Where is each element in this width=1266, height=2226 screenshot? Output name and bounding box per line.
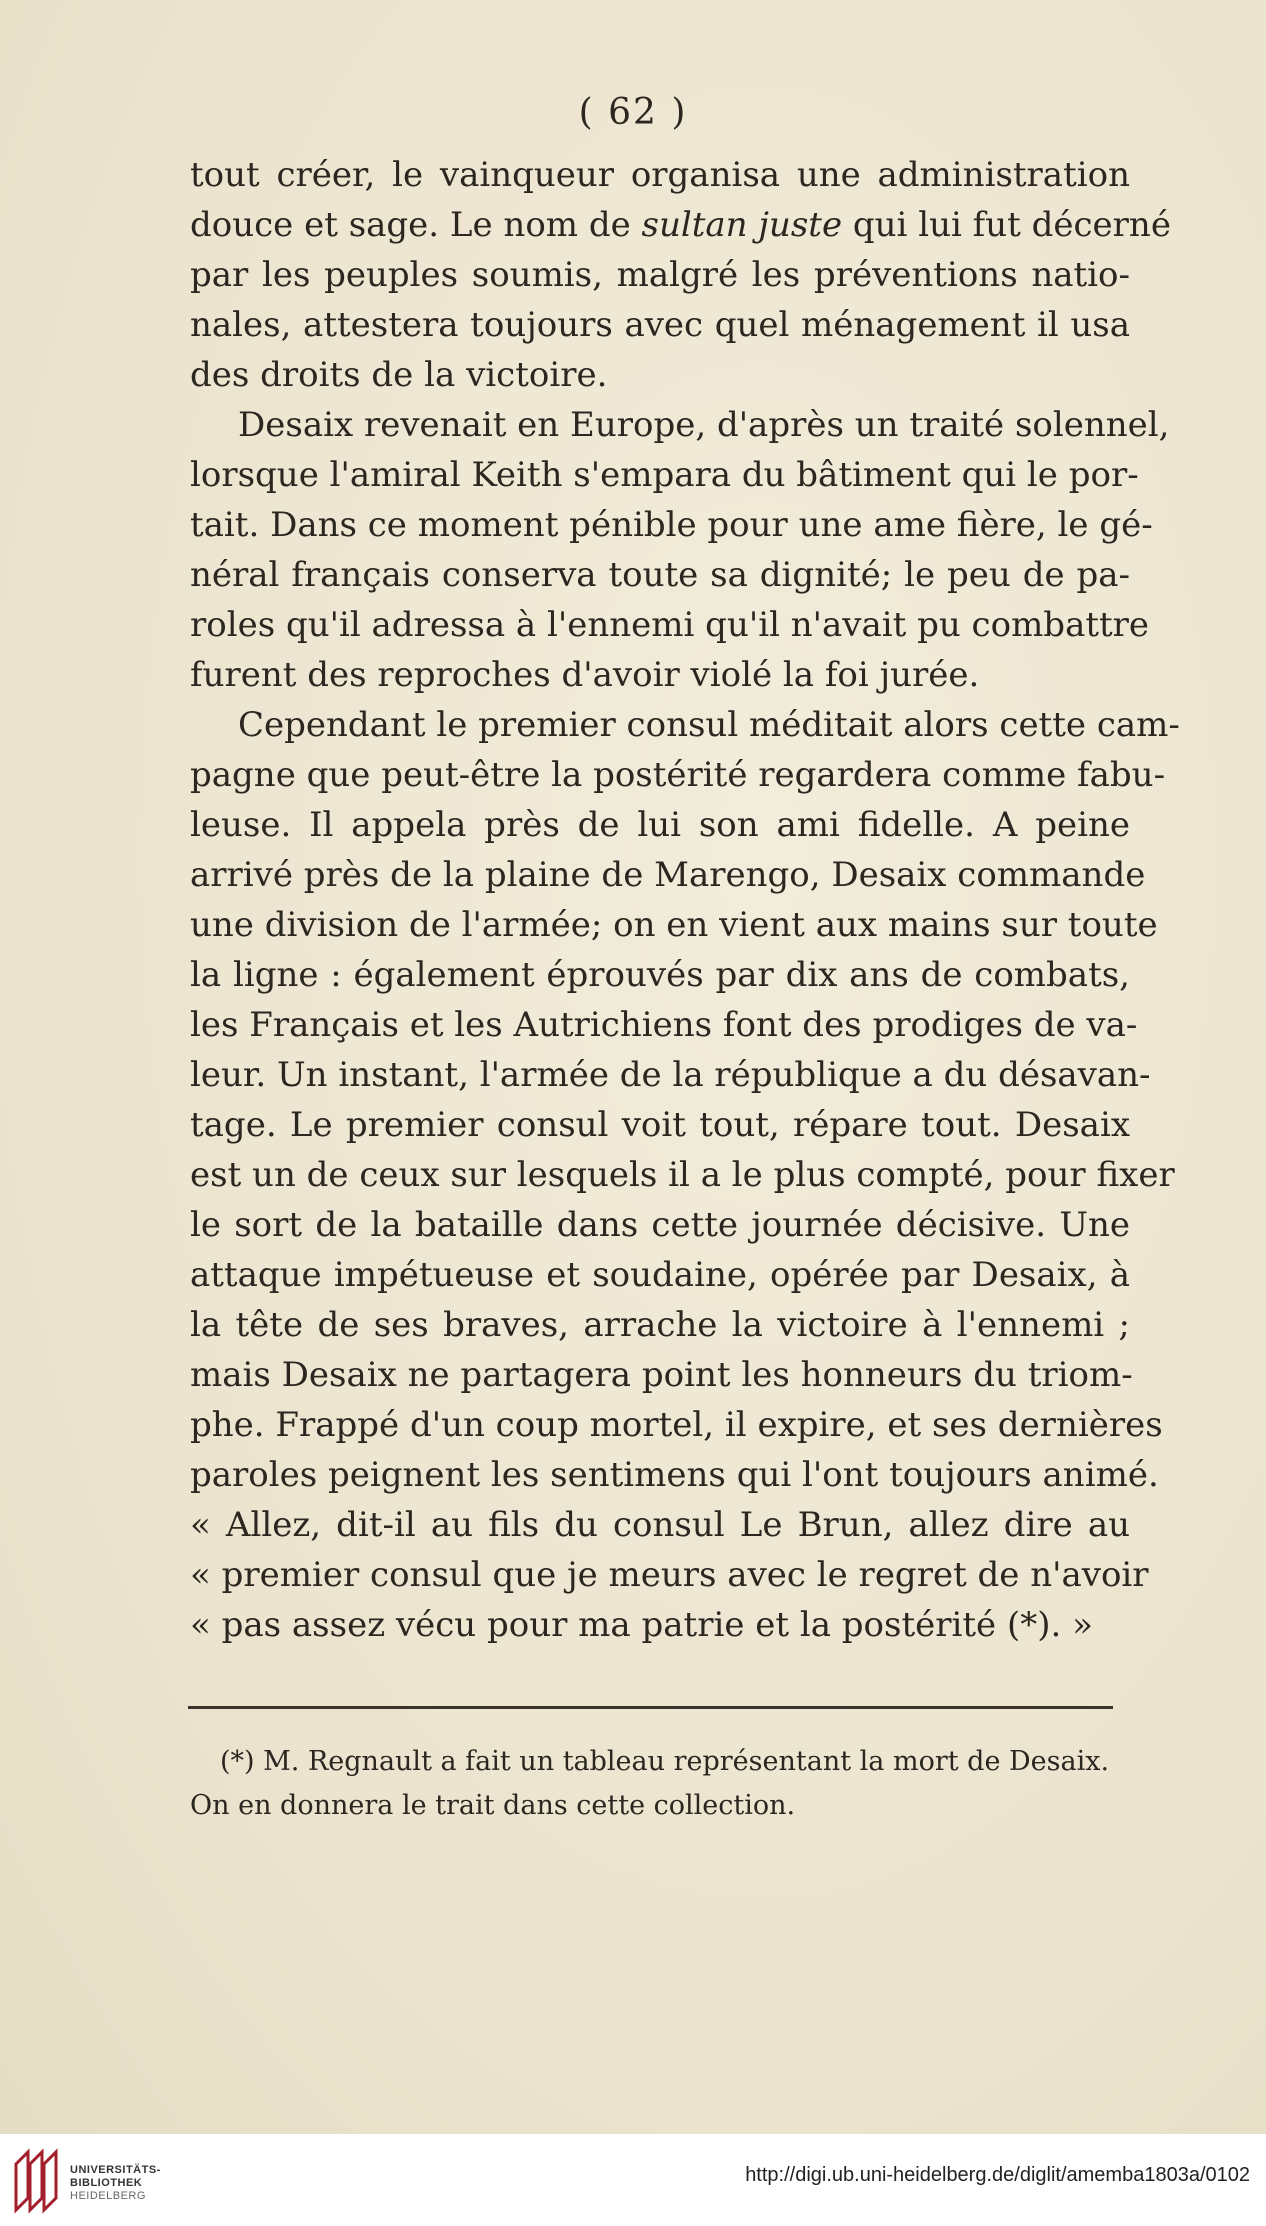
paragraph-3 bbox=[190, 700, 1180, 1650]
source-url-link[interactable]: http://digi.ub.uni-heidelberg.de/diglit/amemba1803a/0102 bbox=[745, 2164, 1250, 2186]
text-line: est un de ceux sur lesquels il a le plus compté, pour fixer bbox=[190, 1155, 1175, 1195]
text-line: douce et sage. Le nom de sultan juste qui lui fut décerné bbox=[190, 205, 1171, 245]
text-line: la ligne : également éprouvés par dix ans de combats, bbox=[190, 955, 1130, 995]
text-line: tage. Le premier consul voit tout, répare tout. Desaix bbox=[190, 1105, 1130, 1145]
text-line: la tête de ses braves, arrache la victoire à l'ennemi ; bbox=[190, 1305, 1130, 1345]
footnote bbox=[190, 1740, 1130, 1828]
text-line: leur. Un instant, l'armée de la république a du désavan- bbox=[190, 1055, 1151, 1095]
text-line: pagne que peut-être la postérité regardera comme fabu- bbox=[190, 755, 1166, 795]
text-line: attaque impétueuse et soudaine, opérée par Desaix, à bbox=[190, 1255, 1130, 1295]
body-text bbox=[190, 150, 1180, 1650]
text-line: les Français et les Autrichiens font des prodiges de va- bbox=[190, 1005, 1138, 1045]
page-number: ( 62 ) bbox=[578, 92, 688, 133]
italic-phrase: sultan juste bbox=[641, 205, 843, 245]
text-line: furent des reproches d'avoir violé la foi jurée. bbox=[190, 655, 980, 695]
paragraph-2 bbox=[190, 400, 1170, 700]
library-name: UNIVERSITÄTS- BIBLIOTHEK HEIDELBERG bbox=[70, 2164, 161, 2202]
text-line: par les peuples soumis, malgré les préventions natio- bbox=[190, 255, 1130, 295]
text-line: « Allez, dit-il au fils du consul Le Brun, allez dire au bbox=[190, 1505, 1130, 1545]
text-line: arrivé près de la plaine de Marengo, Desaix commande bbox=[190, 855, 1146, 895]
text-line: le sort de la bataille dans cette journée décisive. Une bbox=[190, 1205, 1130, 1245]
footnote-divider bbox=[188, 1706, 1113, 1709]
text-line: une division de l'armée; on en vient aux mains sur toute bbox=[190, 905, 1158, 945]
text-line: Cependant le premier consul méditait alors cette cam- bbox=[238, 705, 1180, 745]
text-line: leuse. Il appela près de lui son ami fidelle. A peine bbox=[190, 805, 1130, 845]
viewer-footer bbox=[0, 2134, 1266, 2226]
text-line: phe. Frappé d'un coup mortel, il expire, et ses dernières bbox=[190, 1405, 1163, 1445]
footnote-line: (*) M. Regnault a fait un tableau représentant la mort de Desaix. bbox=[220, 1746, 1110, 1777]
text-line: roles qu'il adressa à l'ennemi qu'il n'avait pu combattre bbox=[190, 605, 1150, 645]
text-line: Desaix revenait en Europe, d'après un traité solennel, bbox=[238, 405, 1170, 445]
text-line: tout créer, le vainqueur organisa une administration bbox=[190, 155, 1130, 195]
text-line: mais Desaix ne partagera point les honneurs du triom- bbox=[190, 1355, 1133, 1395]
library-logo-icon bbox=[10, 2144, 62, 2216]
text-line: des droits de la victoire. bbox=[190, 355, 608, 395]
text-line: « premier consul que je meurs avec le regret de n'avoir bbox=[190, 1555, 1149, 1595]
text-line: tait. Dans ce moment pénible pour une ame fière, le gé- bbox=[190, 505, 1153, 545]
footnote-line: On en donnera le trait dans cette collection. bbox=[190, 1790, 796, 1821]
text-line: paroles peignent les sentimens qui l'ont toujours animé. bbox=[190, 1455, 1159, 1495]
text-line: nales, attestera toujours avec quel ménagement il usa bbox=[190, 305, 1130, 345]
paragraph-1 bbox=[190, 150, 1171, 400]
text-line: « pas assez vécu pour ma patrie et la postérité (*). » bbox=[190, 1605, 1093, 1645]
text-line: néral français conserva toute sa dignité; le peu de pa- bbox=[190, 555, 1130, 595]
text-line: lorsque l'amiral Keith s'empara du bâtiment qui le por- bbox=[190, 455, 1139, 495]
